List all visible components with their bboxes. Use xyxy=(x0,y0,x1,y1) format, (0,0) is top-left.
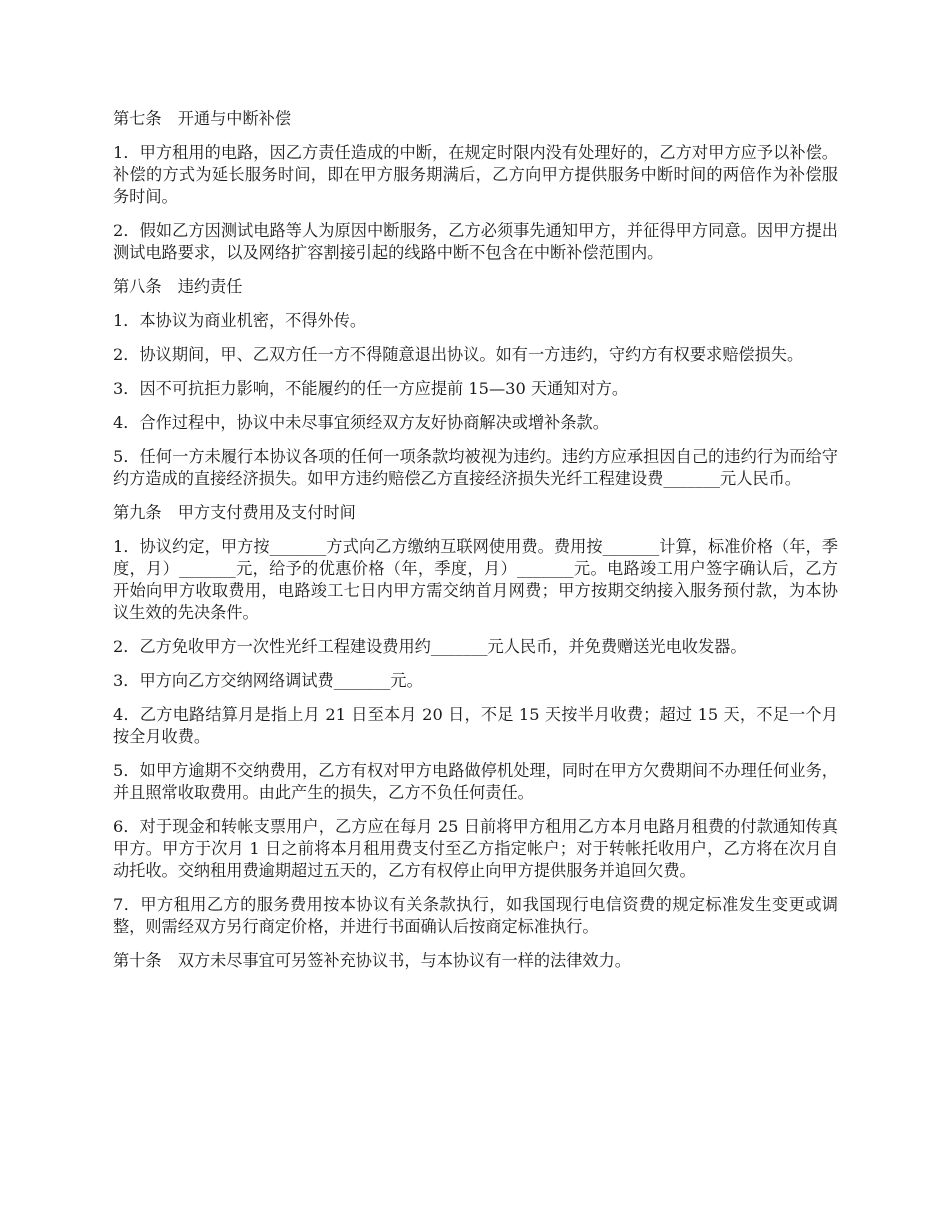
article-8-clause-5: 5．任何一方未履行本协议各项的任何一项条款均被视为违约。违约方应承担因自己的违约行为而给守约方造成的直接经济损失。如甲方违约赔偿乙方直接经济损失光纤工程建设费_______元人民币。 xyxy=(113,447,838,488)
article-7-clause-1: 1．甲方租用的电路，因乙方责任造成的中断，在规定时限内没有处理好的，乙方对甲方应予以补偿。补偿的方式为延长服务时间，即在甲方服务期满后，乙方向甲方提供服务中断时间的两倍作为补偿服务时间。 xyxy=(113,143,838,206)
article-10-heading: 第十条 双方未尽事宜可另签补充协议书，与本协议有一样的法律效力。 xyxy=(113,951,631,970)
article-7-heading: 第七条 开通与中断补偿 xyxy=(113,109,292,128)
article-9-clause-1: 1．协议约定，甲方按_______方式向乙方缴纳互联网使用费。费用按_______计算，标准价格（年，季度，月）_______元，给予的优惠价格（年，季度，月）_______元。电路竣工用户签字确认后，乙方开始向甲方收取费用，电路竣工七日内甲方需交纳首月网费；甲方按期交纳接入服务预付款，为本协议生效的先决条件。 xyxy=(113,537,838,622)
article-8-clause-2: 2．协议期间，甲、乙双方任一方不得随意退出协议。如有一方违约，守约方有权要求赔偿损失。 xyxy=(113,345,804,364)
article-7-clause-2: 2．假如乙方因测试电路等人为原因中断服务，乙方必须事先通知甲方，并征得甲方同意。因甲方提出测试电路要求，以及网络扩容割接引起的线路中断不包含在中断补偿范围内。 xyxy=(113,221,838,262)
article-9-clause-7: 7．甲方租用乙方的服务费用按本协议有关条款执行，如我国现行电信资费的规定标准发生变更或调整，则需经双方另行商定价格，并进行书面确认后按商定标准执行。 xyxy=(113,895,838,936)
article-8-clause-3: 3．因不可抗拒力影响，不能履约的任一方应提前 15—30 天通知对方。 xyxy=(113,379,629,398)
article-9-clause-5: 5．如甲方逾期不交纳费用，乙方有权对甲方电路做停机处理，同时在甲方欠费期间不办理任何业务，并且照常收取费用。由此产生的损失，乙方不负任何责任。 xyxy=(113,761,838,802)
article-9-clause-6: 6．对于现金和转帐支票用户，乙方应在每月 25 日前将甲方租用乙方本月电路月租费的付款通知传真甲方。甲方于次月 1 日之前将本月租用费支付至乙方指定帐户；对于转帐托收用户，乙方将在次月自动托收。交纳租用费逾期超过五天的，乙方有权停止向甲方提供服务并追回欠费。 xyxy=(113,817,838,880)
article-9-clause-2: 2．乙方免收甲方一次性光纤工程建设费用约_______元人民币，并免费赠送光电收发器。 xyxy=(113,637,747,656)
article-9-heading: 第九条 甲方支付费用及支付时间 xyxy=(113,503,356,522)
article-8-heading: 第八条 违约责任 xyxy=(113,277,243,296)
article-9-clause-4: 4．乙方电路结算月是指上月 21 日至本月 20 日，不足 15 天按半月收费；超过 15 天，不足一个月按全月收费。 xyxy=(113,705,838,746)
article-9-clause-3: 3．甲方向乙方交纳网络调试费_______元。 xyxy=(113,671,423,690)
article-8-clause-4: 4．合作过程中，协议中未尽事宜须经双方友好协商解决或增补条款。 xyxy=(113,413,609,432)
article-8-clause-1: 1．本协议为商业机密，不得外传。 xyxy=(113,311,367,330)
